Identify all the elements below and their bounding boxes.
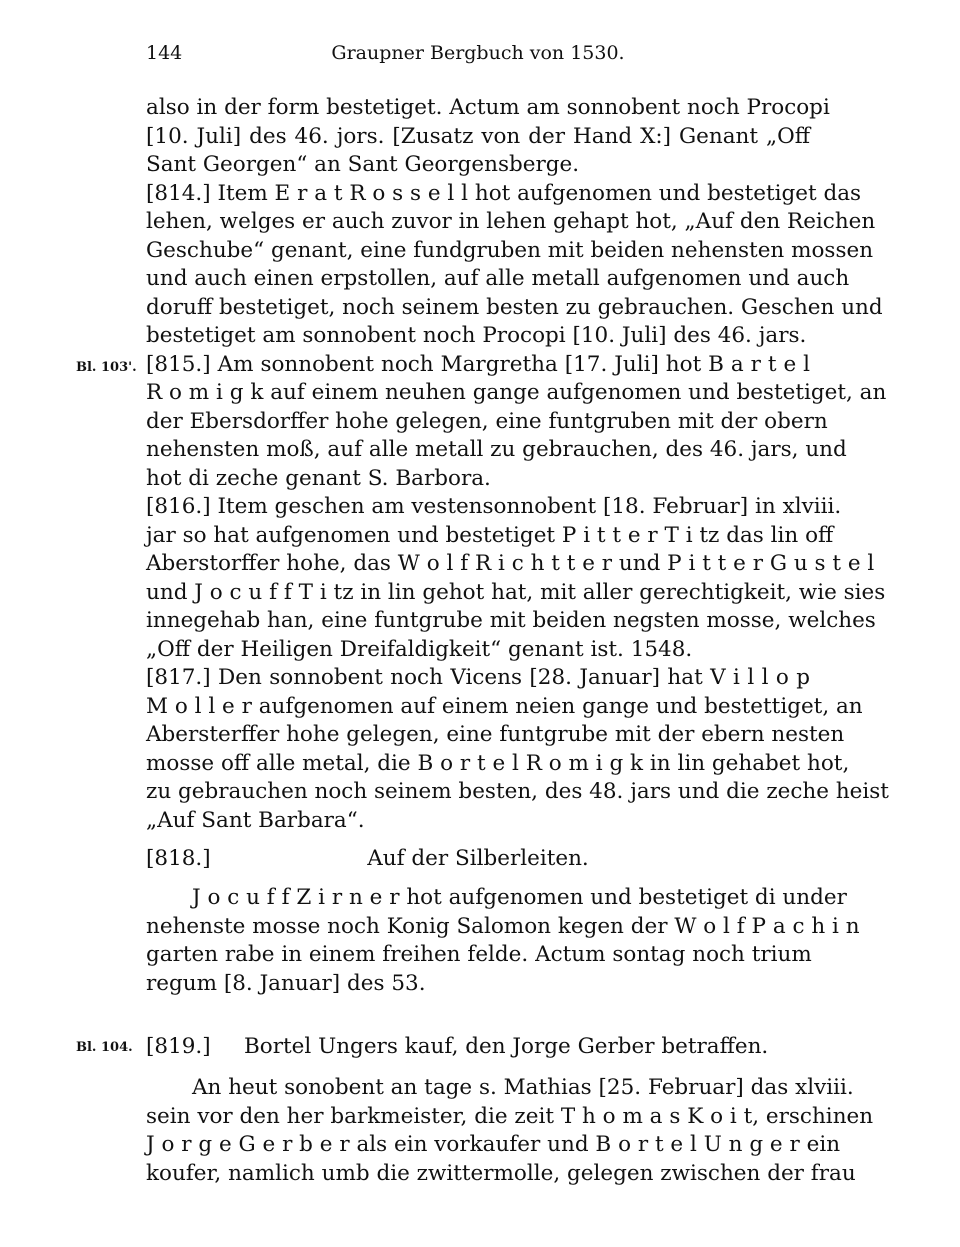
text-line: Abersterffer hohe gelegen, eine funtgrube mit der ebern nesten <box>146 722 845 747</box>
text-line: garten rabe in einem freihen felde. Actum sontag noch trium <box>146 942 812 967</box>
text-line: Geschube“ genant, eine fundgruben mit beiden nehensten mossen <box>146 237 874 263</box>
text-line: nehensten moß, auf alle metall zu gebrauchen, des 46. jars, und <box>146 437 847 462</box>
text-line: „Auf Sant Barbara“. <box>146 807 365 833</box>
text-line: jar so hat aufgenomen und bestetiget P i t t e r T i tz das lin off <box>146 522 834 548</box>
text-line: [817.] Den sonnobent noch Vicens [28. Januar] hat V i l l o p <box>146 665 810 690</box>
entry-number: [818.] <box>146 846 211 871</box>
text-line: J o r g e G e r b e r als ein vorkaufer und B o r t e l U n g e r ein <box>146 1132 841 1157</box>
text-block-2 <box>146 884 860 998</box>
text-line: hot di zeche genant S. Barbora. <box>146 465 491 491</box>
text-line: nehenste mosse noch Konig Salomon kegen der W o l f P a c h i n <box>146 913 860 939</box>
text-line: zu gebrauchen noch seinem besten, des 48. jars und die zeche heist <box>146 779 889 804</box>
text-line: also in der form bestetiget. Actum am sonnobent noch Procopi <box>146 95 830 120</box>
page-number: 144 <box>146 42 183 64</box>
entry-number: [819.] <box>146 1034 211 1059</box>
page-header <box>146 42 810 72</box>
section-heading-819 <box>146 1034 810 1064</box>
section-title: Auf der Silberleiten. <box>367 846 589 871</box>
text-line: [816.] Item geschen am vestensonnobent [18. Februar] in xlviii. <box>146 494 842 519</box>
text-line: Sant Georgen“ an Sant Georgensberge. <box>146 152 580 177</box>
section-heading-818 <box>146 846 810 876</box>
margin-note-folio: Bl. 104. <box>76 1040 133 1055</box>
margin-note-folio: Bl. 103'. <box>76 360 137 375</box>
text-line: „Off der Heiligen Dreifaldigkeit“ genant ist. 1548. <box>146 636 693 662</box>
running-title: Graupner Bergbuch von 1530. <box>331 42 625 64</box>
text-line: [10. Juli] des 46. jors. [Zusatz von der Hand X:] Genant „Off <box>146 123 810 149</box>
text-block-3 <box>146 1074 874 1188</box>
text-line: innegehab han, eine funtgrube mit beiden negsten mosse, welches <box>146 608 876 633</box>
text-line: Aberstorffer hohe, das W o l f R i c h t t e r und P i t t e r G u s t e l <box>146 551 875 576</box>
text-line: R o m i g k auf einem neuhen gange aufgenomen und bestetiget, an <box>146 380 887 405</box>
text-line: mosse off alle metal, die B o r t e l R o m i g k in lin gehabet hot, <box>146 750 850 776</box>
text-line: sein vor den her barkmeister, die zeit T h o m a s K o i t, erschinen <box>146 1103 874 1129</box>
text-line: doruff bestetiget, noch seinem besten zu gebrauchen. Geschen und <box>146 294 883 320</box>
text-line: M o l l e r aufgenomen auf einem neien gange und bestettiget, an <box>146 693 863 719</box>
text-line: der Ebersdorffer hohe gelegen, eine funtgruben mit der obern <box>146 408 828 434</box>
text-line: regum [8. Januar] des 53. <box>146 970 426 996</box>
text-line: und auch einen erpstollen, auf alle metall aufgenomen und auch <box>146 266 850 291</box>
section-title: Bortel Ungers kauf, den Jorge Gerber betraffen. <box>244 1034 769 1059</box>
text-line: und J o c u f f T i tz in lin gehot hat, mit aller gerechtigkeit, wie sies <box>146 579 886 605</box>
text-line: lehen, welges er auch zuvor in lehen gehapt hot, „Auf den Reichen <box>146 209 876 234</box>
text-line: koufer, namlich umb die zwittermolle, gelegen zwischen der frau <box>146 1160 856 1186</box>
text-line: bestetiget am sonnobent noch Procopi [10. Juli] des 46. jars. <box>146 323 807 348</box>
text-block-1 <box>146 94 889 835</box>
text-line: [814.] Item E r a t R o s s e l l hot aufgenomen und bestetiget das <box>146 180 862 206</box>
text-line: An heut sonobent an tage s. Mathias [25. Februar] das xlviii. <box>192 1075 854 1100</box>
text-line: J o c u f f Z i r n e r hot aufgenomen und bestetiget di under <box>192 885 847 910</box>
text-line: [815.] Am sonnobent noch Margretha [17. Juli] hot B a r t e l <box>146 351 810 377</box>
